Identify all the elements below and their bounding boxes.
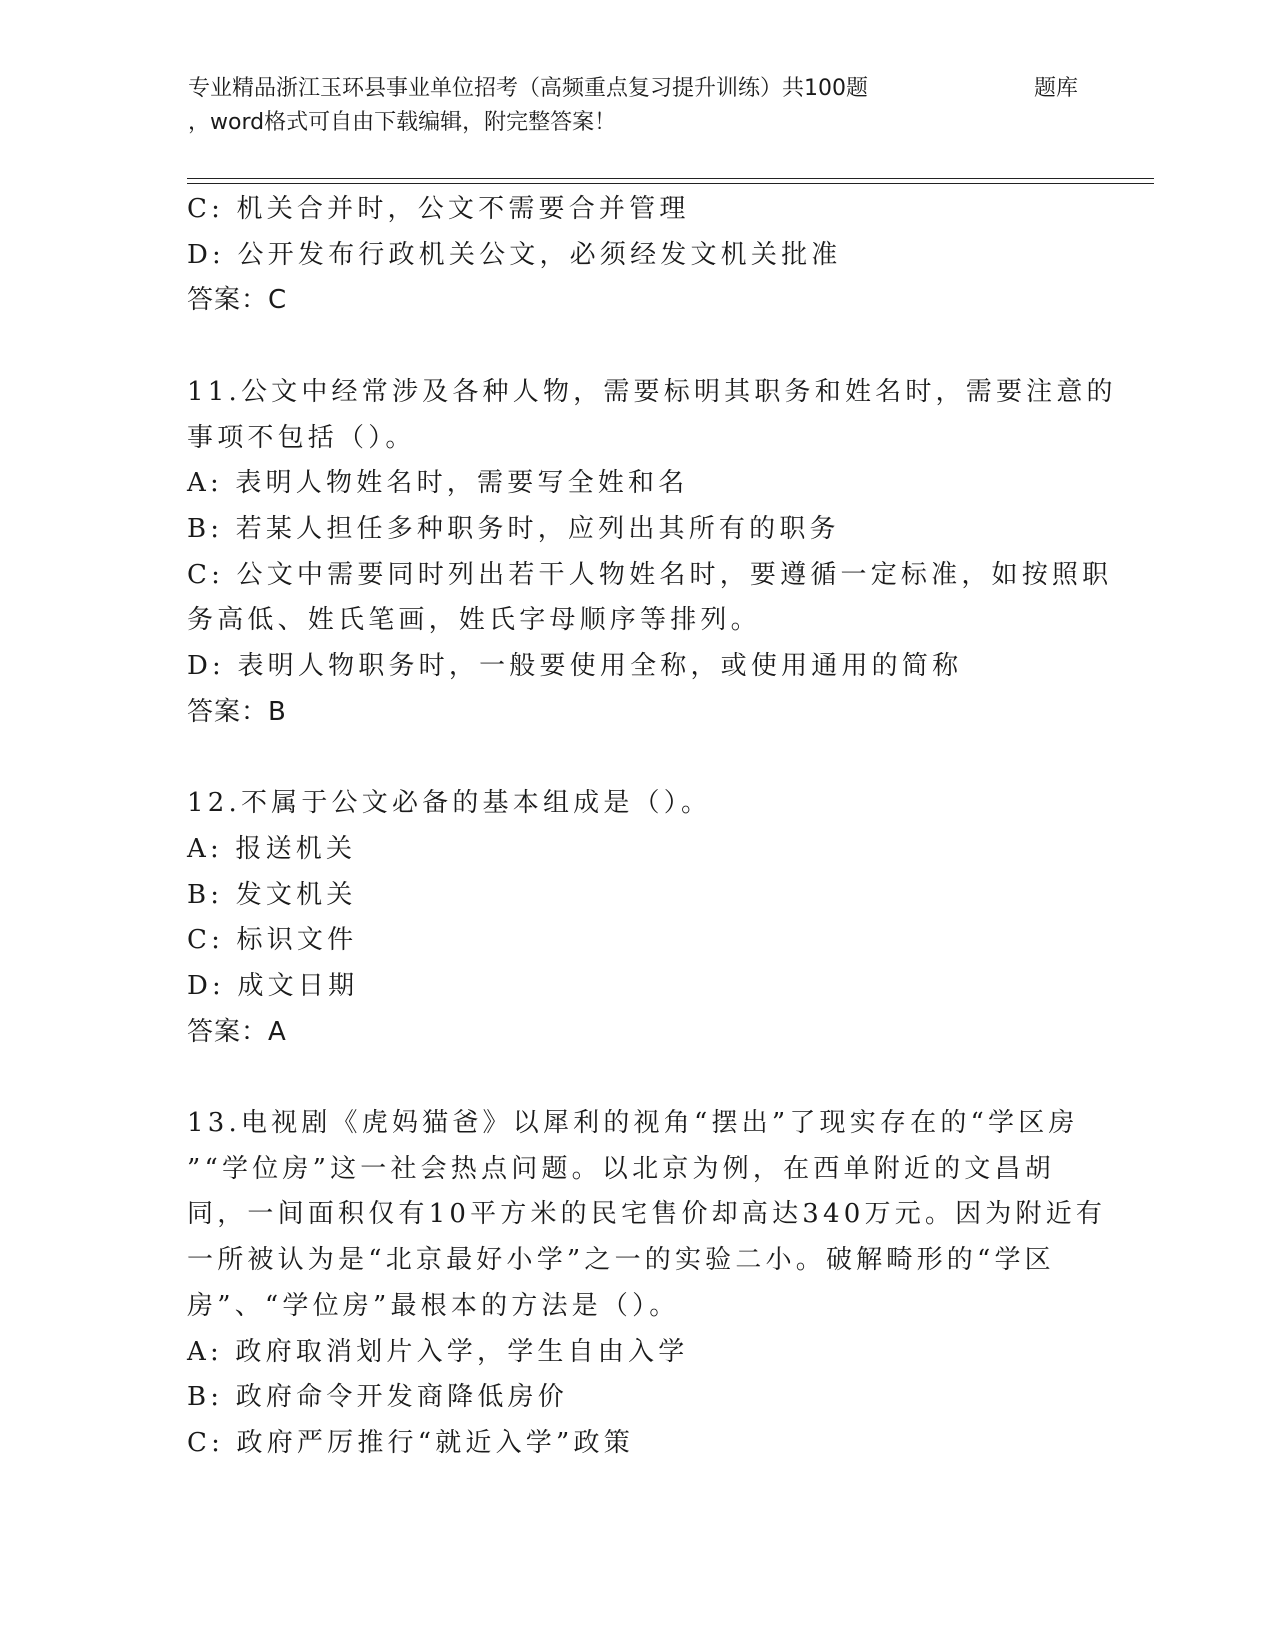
option-d: D: 表明人物职务时，一般要使用全称，或使用通用的简称 (187, 651, 963, 682)
option-c: C: 标识文件 (187, 925, 358, 956)
question-13 (187, 1101, 1107, 1467)
question-stem: ”“学位房”这一社会热点问题。以北京为例，在西单附近的文昌胡 (187, 1153, 1055, 1184)
header-subtitle: ，word格式可自由下载编辑，附完整答案！ (188, 110, 617, 135)
question-stem: 房”、“学位房”最根本的方法是（）。 (187, 1290, 680, 1321)
question-11 (187, 370, 1117, 736)
option-a: A: 报送机关 (187, 833, 357, 864)
question-stem: 11.公文中经常涉及各种人物，需要标明其职务和姓名时，需要注意的 (187, 376, 1117, 407)
option-c: C: 机关合并时，公文不需要合并管理 (187, 194, 690, 224)
option-b: B: 政府命令开发商降低房价 (187, 1382, 568, 1413)
header-divider-bottom (187, 183, 1154, 184)
header-divider-top (187, 178, 1154, 179)
answer-label: 答案：C (187, 285, 288, 316)
option-a: A: 政府取消划片入学，学生自由入学 (187, 1336, 689, 1367)
question-content (187, 187, 1117, 1467)
spacer (187, 324, 1087, 370)
option-c-continued: 务高低、姓氏笔画，姓氏字母顺序等排列。 (187, 605, 761, 636)
option-c: C: 公文中需要同时列出若干人物姓名时，要遵循一定标准，如按照职 (187, 559, 1113, 590)
question-stem: 同，一间面积仅有10平方米的民宅售价却高达340万元。因为附近有 (187, 1199, 1107, 1230)
option-d: D: 成文日期 (187, 970, 359, 1001)
option-d: D: 公开发布行政机关公文，必须经发文机关批准 (187, 239, 842, 270)
question-stem: 一所被认为是“北京最好小学”之一的实验二小。破解畸形的“学区 (187, 1245, 1055, 1276)
document-header (188, 72, 1088, 140)
option-b: B: 若某人担任多种职务时，应列出其所有的职务 (187, 513, 840, 544)
answer-label: 答案：B (187, 696, 287, 727)
question-stem: 事项不包括（）。 (187, 422, 416, 453)
answer-label: 答案：A (187, 1016, 287, 1047)
option-c: C: 政府严厉推行“就近入学”政策 (187, 1427, 634, 1458)
question-12 (187, 781, 1087, 1055)
question-stem: 12.不属于公文必备的基本组成是（）。 (187, 788, 712, 819)
spacer (187, 735, 1087, 781)
question-stem: 13.电视剧《虎妈猫爸》以犀利的视角“摆出”了现实存在的“学区房 (187, 1108, 1079, 1139)
spacer (187, 1055, 1087, 1101)
question-10-tail (187, 187, 1087, 324)
option-b: B: 发文机关 (187, 879, 357, 910)
header-title-suffix: 题库 (1034, 76, 1079, 101)
header-title: 专业精品浙江玉环县事业单位招考（高频重点复习提升训练）共100题 (188, 76, 868, 101)
option-a: A: 表明人物姓名时，需要写全姓和名 (187, 468, 689, 499)
